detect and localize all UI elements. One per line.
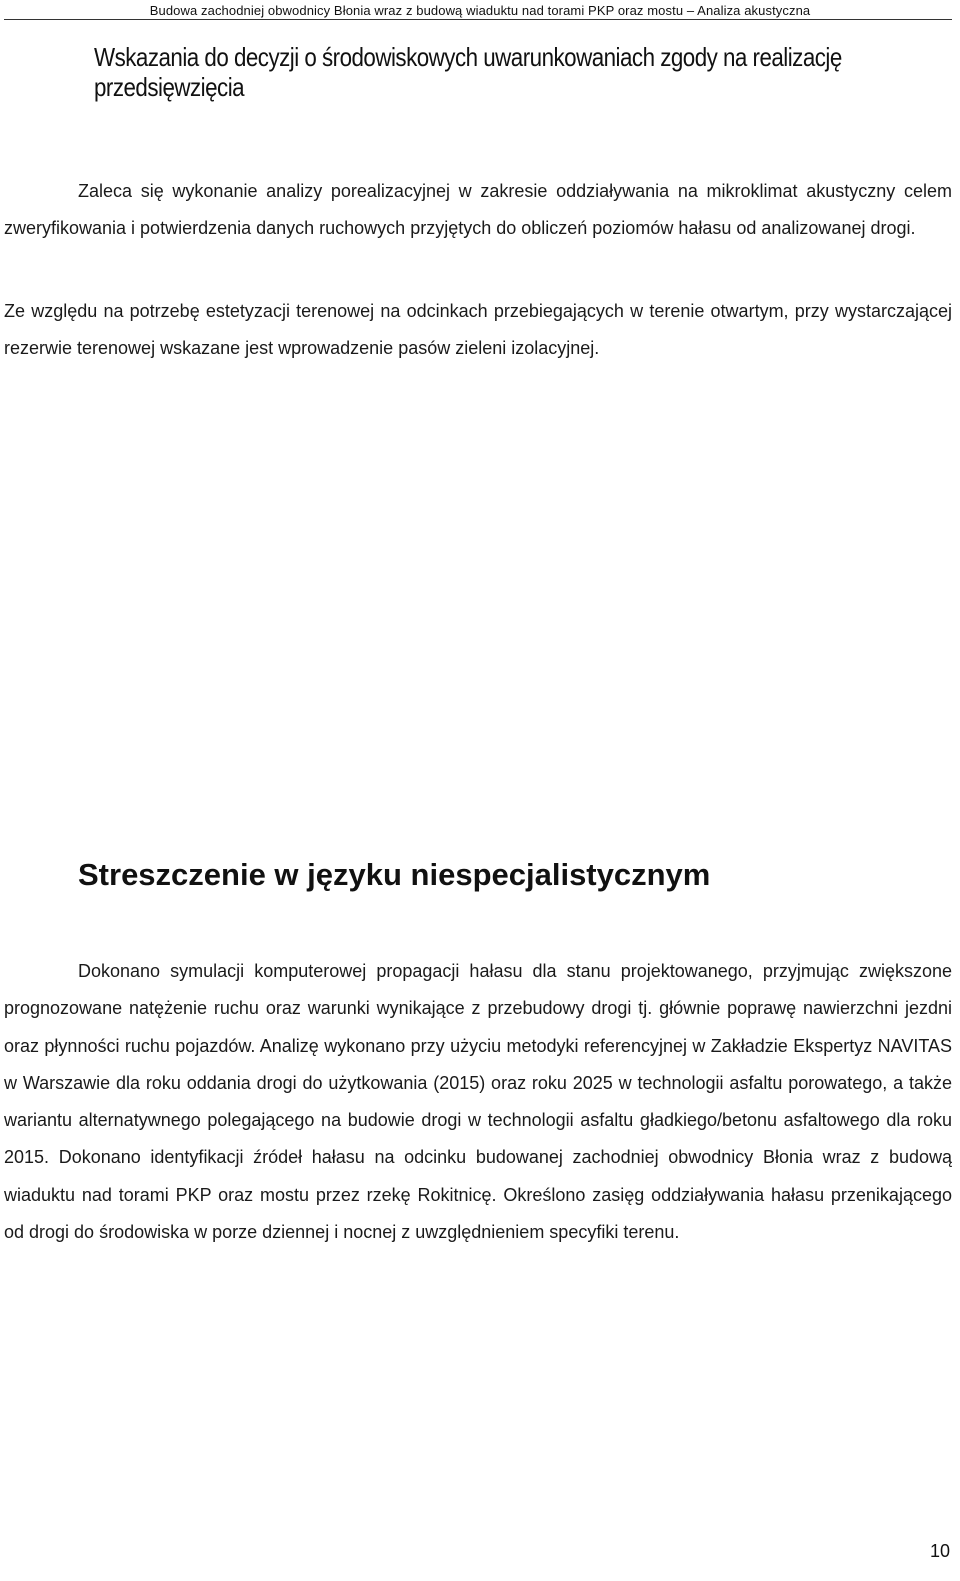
page-number: 10	[929, 1541, 950, 1561]
header-divider	[4, 19, 952, 20]
section-title: Wskazania do decyzji o środowiskowych uwarunkowaniach zgody na realizację przedsięwzięcia	[94, 42, 842, 102]
summary-heading: Streszczenie w języku niespecjalistycznym	[78, 857, 711, 892]
summary-paragraph: Dokonano symulacji komputerowej propagacji hałasu dla stanu projektowanego, przyjmując zwiększone prognozowane natężenie ruchu oraz warunki wynikające z przebudowy drogi tj. głównie poprawę nawierzchni jezdni oraz płynności ruchu pojazdów. Analizę wykonano przy użyciu metodyki referencyjnej w Zakładzie Ekspertyz NAVITAS w Warszawie dla roku oddania drogi do użytkowania (2015) oraz roku 2025 w technologii asfaltu porowatego, a także wariantu alternatywnego polegającego na budowie drogi w technologii asfaltu gładkiego/betonu asfaltowego dla roku 2015. Dokonano identyfikacji źródeł hałasu na odcinku budowanej zachodniej obwodnicy Błonia wraz z budową wiaduktu nad torami PKP oraz mostu przez rzekę Rokitnicę. Określono zasięg oddziaływania hałasu przenikającego od drogi do środowiska w porze dziennej i nocnej z uwzględnieniem specyfiki terenu.	[4, 961, 952, 1243]
recommendation-paragraph-2: Ze względu na potrzebę estetyzacji terenowej na odcinkach przebiegających w terenie otwartym, przy wystarczającej rezerwie terenowej wskazane jest wprowadzenie pasów zieleni izolacyjnej.	[4, 301, 952, 358]
running-header: Budowa zachodniej obwodnicy Błonia wraz z budową wiaduktu nad torami PKP oraz mostu – Analiza akustyczna	[149, 3, 811, 18]
recommendation-paragraph-1: Zaleca się wykonanie analizy porealizacyjnej w zakresie oddziaływania na mikroklimat akustyczny celem zweryfikowania i potwierdzenia danych ruchowych przyjętych do obliczeń poziomów hałasu od analizowanej drogi.	[4, 181, 952, 238]
